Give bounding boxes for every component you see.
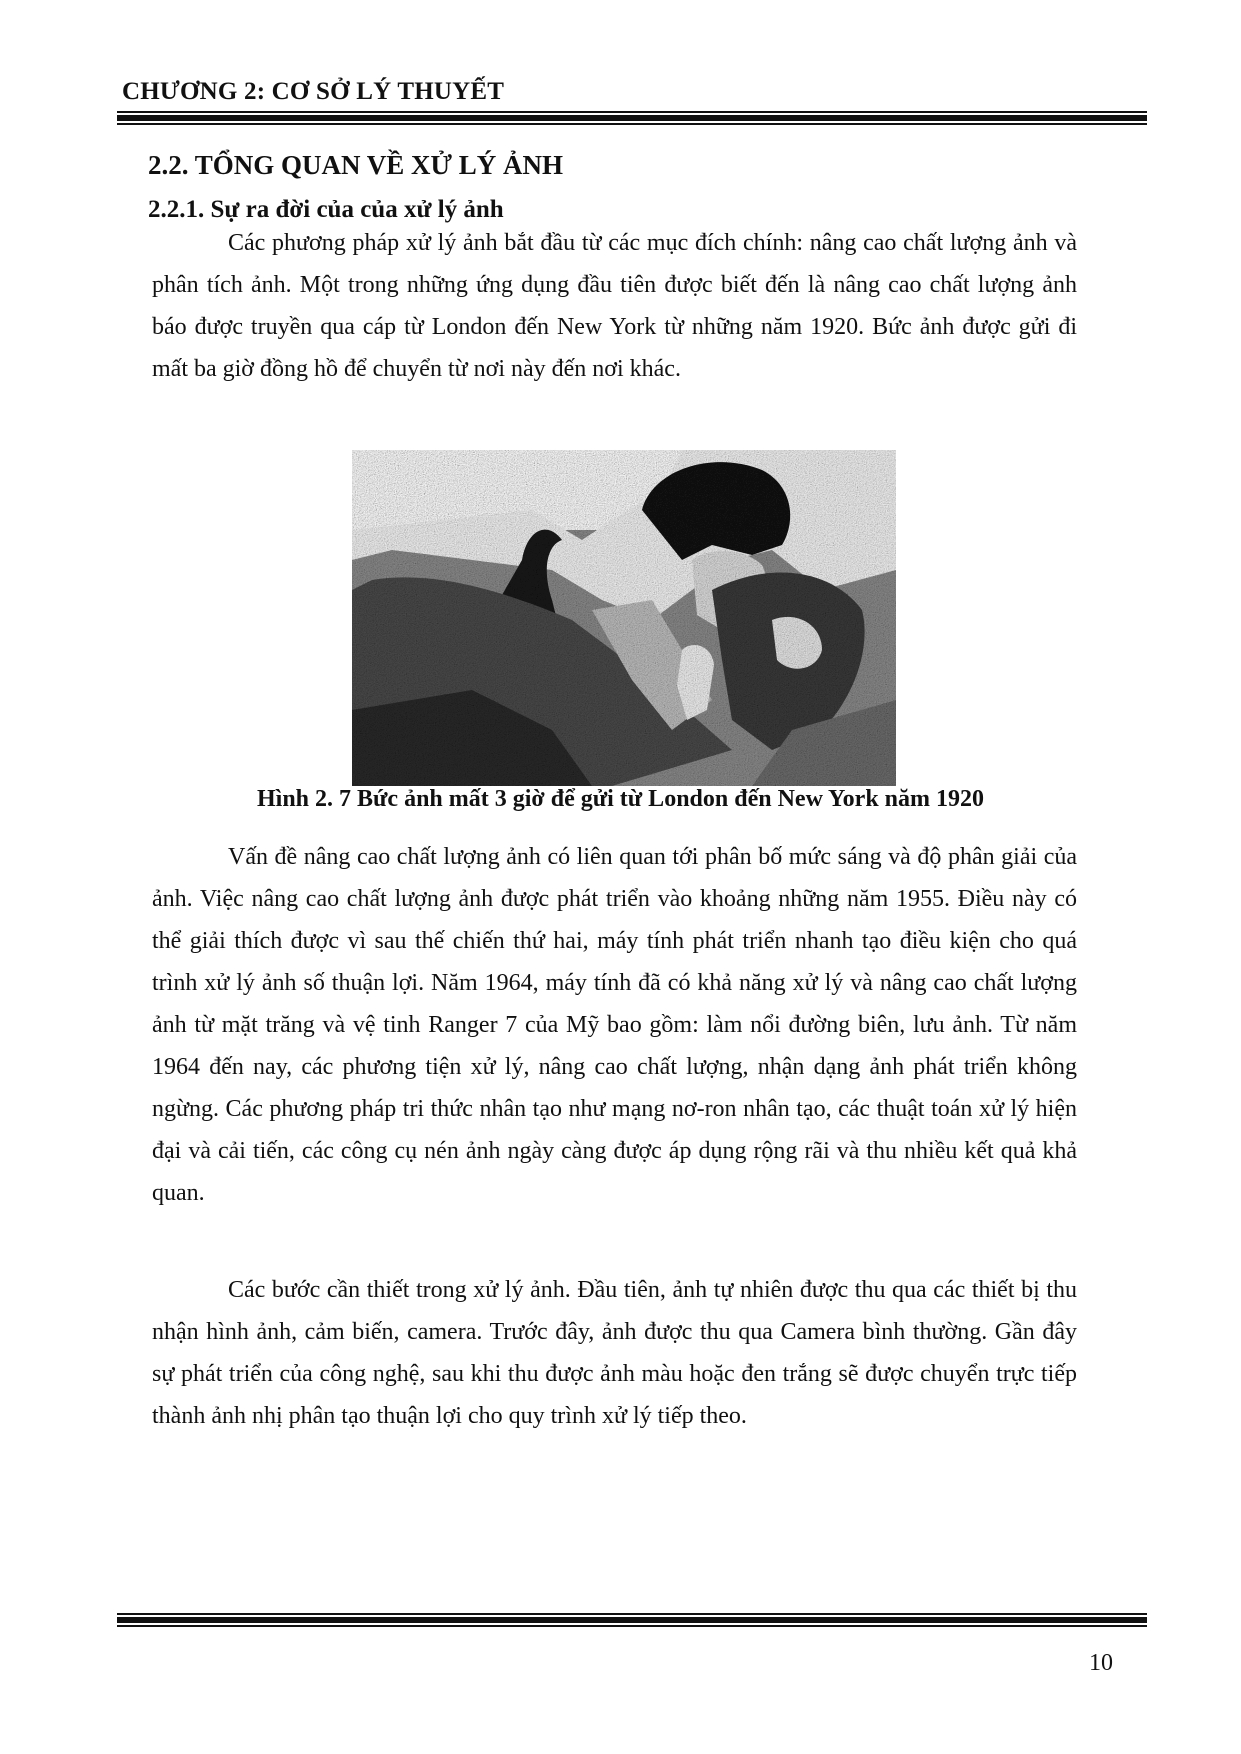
paragraph-3: Các bước cần thiết trong xử lý ảnh. Đầu tiên, ảnh tự nhiên được thu qua các thiết bị thu nhận hình ảnh, cảm biến, camera. Trước đây, ảnh được thu qua Camera bình thường. Gần đây sự phát triển của công nghệ, sau khi thu được ảnh màu hoặc đen trắng sẽ được chuyển trực tiếp thành ảnh nhị phân tạo thuận lợi cho quy trình xử lý tiếp theo. <box>152 1277 1077 1429</box>
page-number: 10 <box>1089 1650 1113 1676</box>
figure-caption: Hình 2. 7 Bức ảnh mất 3 giờ để gửi từ London đến New York năm 1920 <box>256 786 985 812</box>
subsection-heading: 2.2.1. Sự ra đời của của xử lý ảnh <box>148 196 504 223</box>
paragraph-2: Vấn đề nâng cao chất lượng ảnh có liên quan tới phân bố mức sáng và độ phân giải của ảnh. Việc nâng cao chất lượng ảnh được phát triển vào khoảng những năm 1955. Điều này có thể giải thích được vì sau thế chiến thứ hai, máy tính phát triển nhanh tạo điều kiện cho quá trình xử lý ảnh số thuận lợi. Năm 1964, máy tính đã có khả năng xử lý và nâng cao chất lượng ảnh từ mặt trăng và vệ tinh Ranger 7 của Mỹ bao gồm: làm nổi đường biên, lưu ảnh. Từ năm 1964 đến nay, các phương tiện xử lý, nâng cao chất lượng, nhận dạng ảnh phát triển không ngừng. Các phương pháp tri thức nhân tạo như mạng nơ-ron nhân tạo, các thuật toán xử lý hiện đại và cải tiến, các công cụ nén ảnh ngày càng được áp dụng rộng rãi và thu nhiều kết quả khả quan. <box>152 844 1077 1206</box>
footer-rule <box>117 1613 1147 1627</box>
paragraph-1: Các phương pháp xử lý ảnh bắt đầu từ các mục đích chính: nâng cao chất lượng ảnh và phân tích ảnh. Một trong những ứng dụng đầu tiên được biết đến là nâng cao chất lượng ảnh báo được truyền qua cáp từ London đến New York từ những năm 1920. Bức ảnh được gửi đi mất ba giờ đồng hồ để chuyển từ nơi này đến nơi khác. <box>152 230 1077 382</box>
chapter-header: CHƯƠNG 2: CƠ SỞ LÝ THUYẾT <box>122 78 505 105</box>
section-heading: 2.2. TỔNG QUAN VỀ XỬ LÝ ẢNH <box>148 150 564 180</box>
header-rule <box>117 111 1147 125</box>
figure-photo <box>352 450 896 786</box>
